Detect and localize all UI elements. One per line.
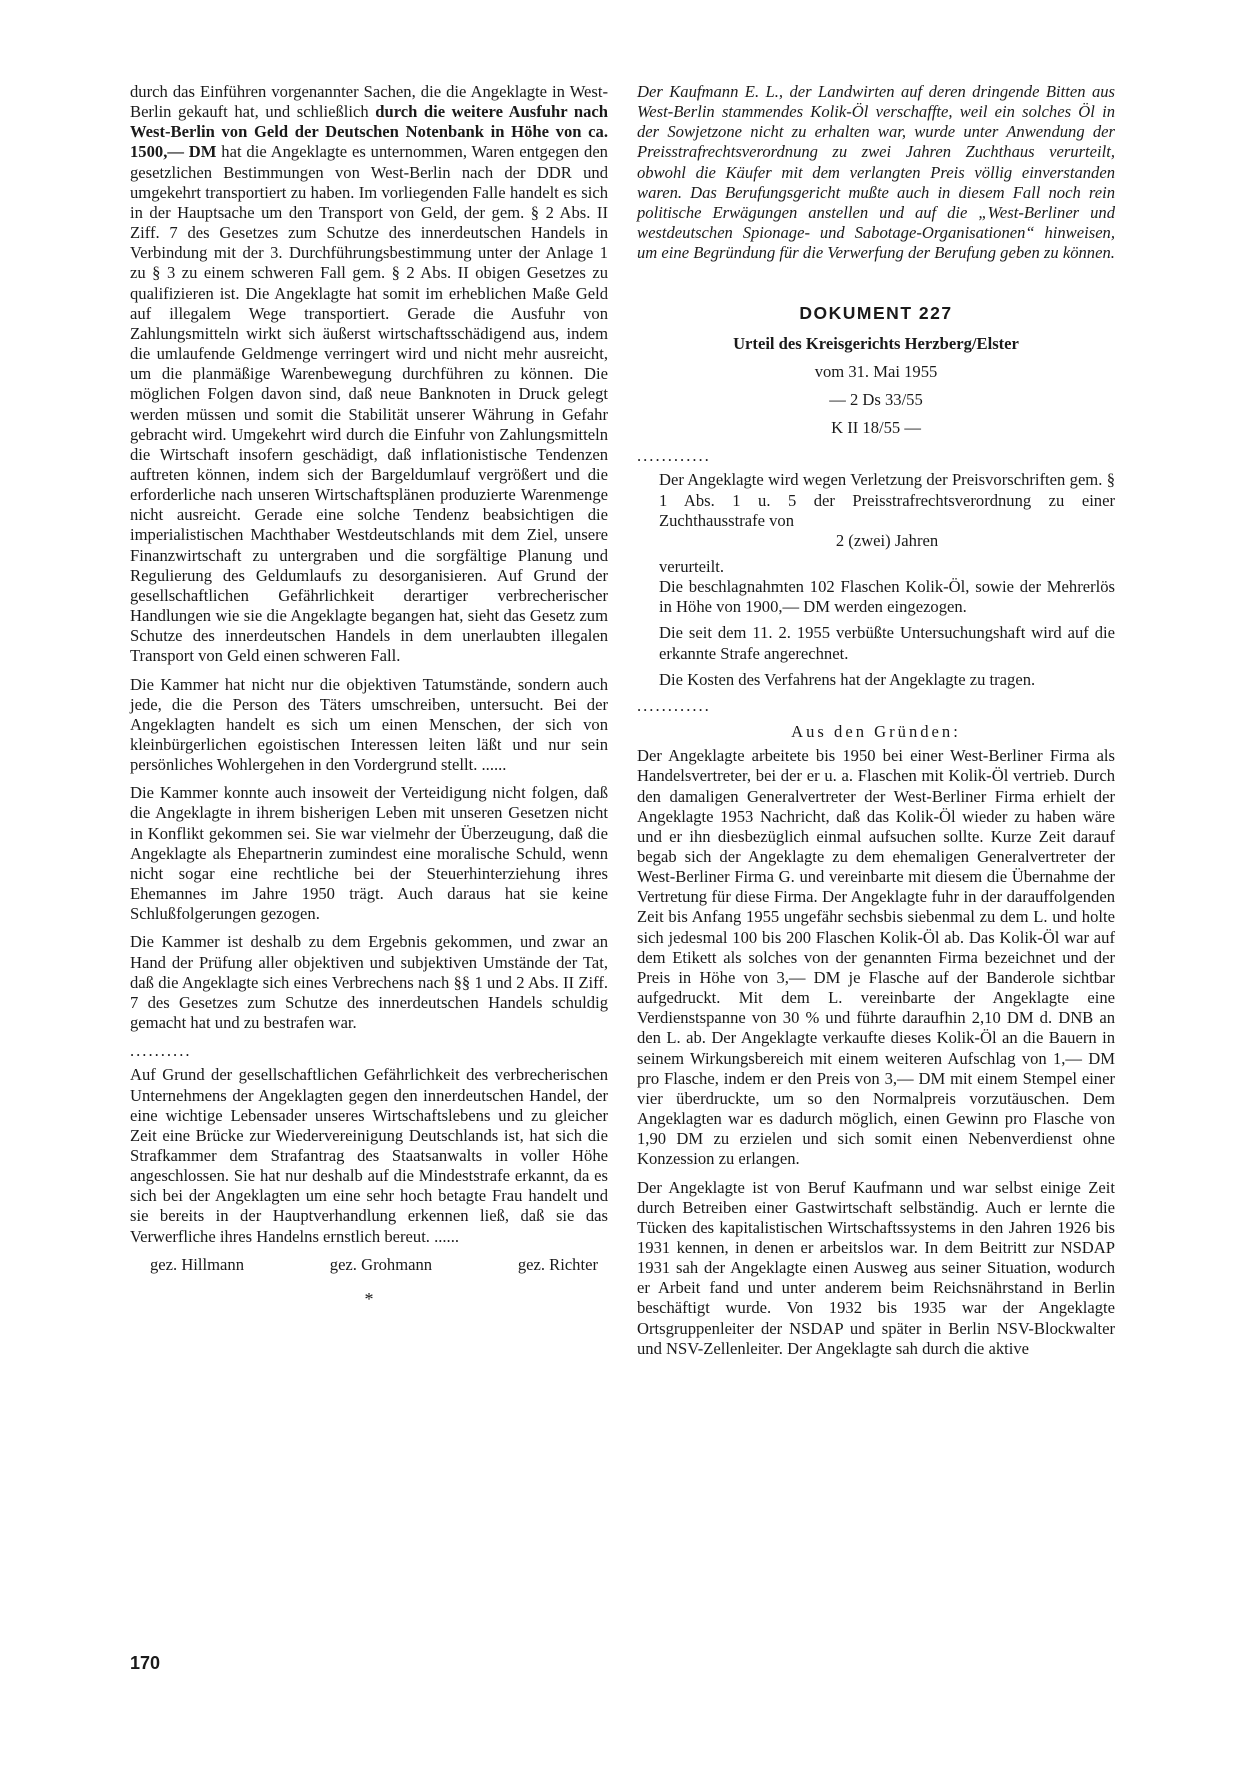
- reasons-heading: Aus den Gründen:: [791, 722, 961, 742]
- verdict-text: verurteilt.: [659, 556, 724, 576]
- court-heading: Urteil des Kreisgerichts Herzberg/Elster: [733, 333, 1019, 353]
- verdict-block: [637, 470, 1115, 690]
- verdict-text: Die seit dem 11. 2. 1955 verbüßte Untersuchungshaft wird auf die erkannte Strafe angerechnet.: [659, 623, 1115, 663]
- section-star: *: [364, 1288, 374, 1309]
- right-column: [637, 82, 1115, 1367]
- ellipsis-separator: ............: [637, 446, 711, 466]
- verdict-text: Die Kosten des Verfahrens hat der Angeklagte zu tragen.: [659, 669, 1036, 689]
- bold-passage: durch die weitere Ausfuhr nach West-Berlin von Geld der Deutschen Notenbank in Höhe von ca. 1500,— DM: [130, 102, 608, 162]
- intro-commentary: Der Kaufmann E. L., der Landwirten auf deren dringende Bitten aus West-Berlin stammendes Kolik-Öl verschaffte, weil ein solches Öl in der Sowjetzone nicht zu erhalten war, wurde unter Anwendung der Preisstrafrechtsverordnung zu zwei Jahren Zuchthaus verurteilt, obwohl die Käufer mit dem verlangten Preis völlig einverstanden waren. Das Berufungsgericht mußte auch in diesem Fall noch rein politische Erwägungen anstellen und auf die „West-Berliner und westdeutschen Spionage- und Sabotage-Organisationen“ hinweisen, um eine Begründung für die Verwerfung der Berufung geben zu können.: [637, 82, 1115, 263]
- document-title: DOKUMENT 227: [799, 303, 953, 324]
- page-number: 170: [130, 1653, 161, 1673]
- reasons-paragraph-2: Der Angeklagte ist von Beruf Kaufmann und war selbst einige Zeit durch Betreiben einer Gastwirtschaft selbständig. Auch er lernte die Tücken des kapitalistischen Wirtschaftssystems in den Jahren 1926 bis 1931 kennen, in denen er arbeitslos war. In dem Beitritt zur NSDAP 1931 sah der Angeklagte einen Ausweg aus seiner Situation, wodurch er Arbeit fand und unter anderem beim Reichsnährstand in Berlin beschäftigt wurde. Von 1932 bis 1935 war der Angeklagte Ortsgruppenleiter der NSDAP und später in Berlin NSV-Blockwalter und NSV-Zellenleiter. Der Angeklagte sah durch die aktive: [637, 1177, 1115, 1358]
- paragraph-5: Auf Grund der gesellschaftlichen Gefährlichkeit des verbrecherischen Unternehmens der Angeklagten gegen den innerdeutschen Handel, der eine wichtige Lebensader unseres Wirtschaftslebens und zu gleicher Zeit eine Brücke zur Wiedervereinigung Deutschlands ist, hat sich die Strafkammer dem Strafantrag des Staatsanwalts in voller Höhe angeschlossen. Sie hat nur deshalb auf die Mindeststrafe erkannt, da es sich bei der Angeklagten um eine sehr hoch betagte Frau handelt und sie bereits in der Hauptverhandlung erkennen ließ, daß sie das Verwerfliche ihres Handelns ernstlich bereut. ......: [130, 1065, 608, 1246]
- judgment-date: vom 31. Mai 1955: [814, 361, 938, 381]
- paragraph-1: [130, 82, 608, 667]
- paragraph-4: Die Kammer ist deshalb zu dem Ergebnis gekommen, und zwar an Hand der Prüfung aller objektiven und subjektiven Umstände der Tat, daß die Angeklagte sich eines Verbrechens nach §§ 1 und 2 Abs. II Ziff. 7 des Gesetzes zum Schutze des innerdeutschen Handels schuldig gemacht hat und zu bestrafen war.: [130, 932, 608, 1033]
- paragraph-text: hat die Angeklagte es unternommen, Waren entgegen den gesetzlichen Bestimmungen von West-Berlin nach der DDR und umgekehrt transportiert zu haben. Im vorliegenden Falle handelt es sich in der Hauptsache um den Transport von Geld, der gem. § 2 Abs. II Ziff. 7 des Gesetzes zum Schutze des innerdeutschen Handels in Verbindung mit der 3. Durchführungsbestimmung unter der Anlage 1 zu § 3 zu einem schweren Fall gem. § 2 Abs. II obigen Gesetzes zu qualifizieren ist. Die Angeklagte hat somit im erheblichen Maße Geld auf illegalem Wege transportiert. Gerade die Ausfuhr von Zahlungsmitteln wirkt sich äußerst wirtschaftsschädigend aus, indem die umlaufende Geldmenge verringert wird und nicht mehr ausreicht, um die planmäßige Warenbewegung durchführen zu können. Die möglichen Folgen davon sind, daß neue Banknoten in Druck gelegt werden müssen und somit die Stabilität unserer Währung in Gefahr gebracht wird. Umgekehrt wird durch die Einfuhr von Zahlungsmitteln die Wirtschaft insofern geschädigt, daß inflationistische Tendenzen auftreten können, indem sich der Bargeldumlauf vergrößert und die erforderliche nach unseren Wirtschaftsplänen produzierte Warenmenge nicht ausreicht. Gerade eine solche Tendenz beabsichtigen die imperialistischen Machthaber Westdeutschlands mit dem Ziel, unsere Finanzwirtschaft zu untergraben und die sorgfältige Planung und Regulierung des Geldumlaufs zu desorganisieren. Auf Grund der gesellschaftlichen Gefährlichkeit derartiger verbrecherischer Handlungen wie sie die Angeklagte begangen hat, sieht das Gesetz zum Schutze des innerdeutschen Handels in dem unerlaubten illegalen Transport von Geld einen schweren Fall.: [130, 142, 608, 666]
- ellipsis-separator: ............: [637, 695, 711, 715]
- case-reference-1: — 2 Ds 33/55: [829, 389, 923, 409]
- paragraph-text: durch das Einführen vorgenannter Sachen, die die Angeklagte in West-Berlin gekauft hat, und schließlich: [130, 82, 608, 122]
- signature-hillmann: gez. Hillmann: [150, 1254, 245, 1274]
- verdict-text: Der Angeklagte wird wegen Verletzung der Preisvorschriften gem. § 1 Abs. 1 u. 5 der Preisstrafrechtsverordnung zu einer Zuchthausstrafe von: [659, 470, 1115, 530]
- case-reference-2: K II 18/55 —: [831, 418, 921, 438]
- paragraph-2: Die Kammer hat nicht nur die objektiven Tatumstände, sondern auch jede, die die Person des Täters umschreiben, untersucht. Bei der Angeklagten handelt es sich um einen Menschen, der sich von kleinbürgerlichen egoistischen Interessen leiten läßt und nur sein persönliches Wohlergehen in den Vordergrund stellt. ......: [130, 674, 608, 775]
- paragraph-3: Die Kammer konnte auch insoweit der Verteidigung nicht folgen, daß die Angeklagte in ihrem bisherigen Leben mit unseren Gesetzen nicht in Konflikt gekommen sei. Sie war vielmehr der Überzeugung, daß die Angeklagte als Ehepartnerin zumindest eine moralische Schuld, wenn nicht sogar eine rechtliche bei der Steuerhinterziehung ihres Ehemannes im Jahre 1950 trägt. Auch daraus hat sie keine Schlußfolgerungen gezogen.: [130, 783, 608, 924]
- reasons-paragraph-1: Der Angeklagte arbeitete bis 1950 bei einer West-Berliner Firma als Handelsvertreter, bei der er u. a. Flaschen mit Kolik-Öl vertrieb. Durch den damaligen Generalvertreter der West-Berliner Firma erhielt der Angeklagte 1953 Nachricht, daß das Kolik-Öl wieder zu haben wäre und er ihn diesbezüglich einmal aufsuchen sollte. Kurze Zeit darauf begab sich der Angeklagte zu dem ehemaligen Generalvertreter der West-Berliner Firma G. und vereinbarte mit diesem die Übernahme der Vertretung für diese Firma. Der Angeklagte fuhr in der darauffolgenden Zeit bis Anfang 1955 ungefähr sechsbis siebenmal zu dem L. und holte sich jedesmal 100 bis 200 Flaschen Kolik-Öl ab. Das Kolik-Öl war auf dem Etikett als solches von der genannten Firma bezeichnet und der Preis in Höhe von 3,— DM je Flasche auf der Banderole sichtbar aufgedruckt. Mit dem L. vereinbarte der Angeklagte eine Verdienstspanne von 30 % und führte daraufhin 2,10 DM d. DNB an den L. ab. Der Angeklagte verkaufte dieses Kolik-Öl an die Bauern in seinem Wirkungsbereich mit einem weiteren Aufschlag von 1,— DM pro Flasche, indem er den Preis von 3,— DM mit einem Stempel einer vier überdruckte, um so den Normalpreis vorzutäuschen. Dem Angeklagten war es dadurch möglich, einen Gewinn pro Flasche von 1,90 DM zu erzielen und sich somit einen Nebenverdienst ohne Konzession zu erlangen.: [637, 746, 1115, 1169]
- verdict-years: 2 (zwei) Jahren: [835, 530, 939, 550]
- signatures: [130, 1255, 608, 1275]
- ellipsis-separator: ..........: [130, 1041, 192, 1061]
- signature-richter: gez. Richter: [517, 1254, 598, 1274]
- verdict-text: Die beschlagnahmten 102 Flaschen Kolik-Öl, sowie der Mehrerlös in Höhe von 1900,— DM werden eingezogen.: [659, 577, 1115, 617]
- signature-grohmann: gez. Grohmann: [329, 1254, 433, 1274]
- left-column: [130, 82, 608, 1309]
